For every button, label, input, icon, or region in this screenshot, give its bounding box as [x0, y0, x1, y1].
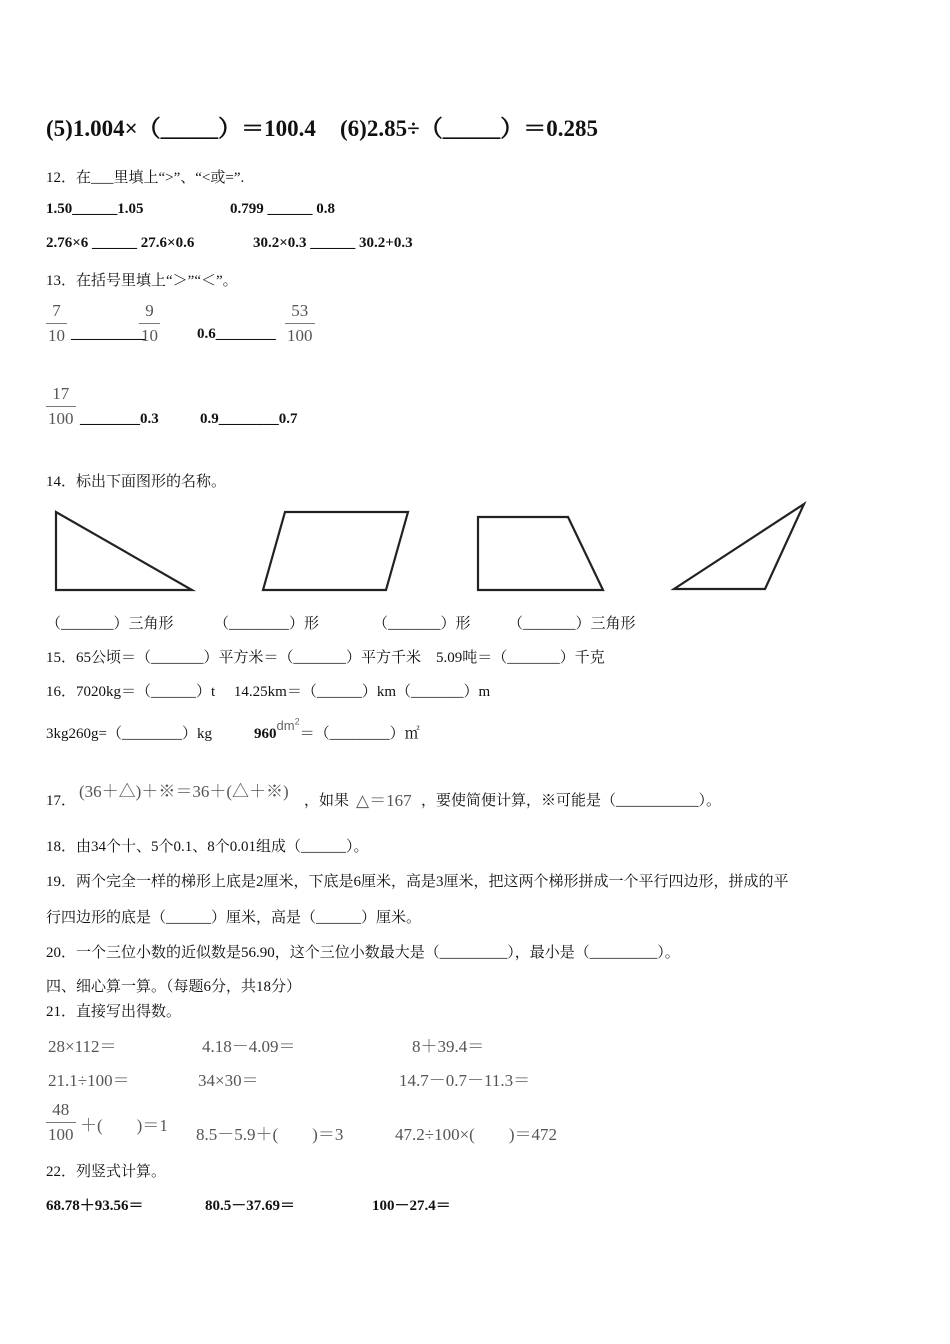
q12-title: 12．在___里填上“>”、“<或=”.	[46, 170, 245, 186]
q13-fraction-2	[139, 301, 160, 346]
q13-item-2: 0.6________	[197, 326, 276, 342]
q21-calc-2: 4.18－4.09＝	[202, 1037, 296, 1056]
q13-fraction-3	[285, 301, 315, 346]
q21-fraction	[46, 1100, 76, 1145]
unit-dm-squared	[277, 718, 300, 733]
q17-tail: ，要使简便计算，※可能是（___________）。	[421, 793, 722, 809]
q19-line-1: 19．两个完全一样的梯形上底是2厘米，下底是6厘米，高是3厘米，把这两个梯形拼成一个平行四边形，拼成的平	[46, 874, 789, 890]
q13-title: 13．在括号里填上“＞”“＜”。	[46, 273, 238, 289]
fraction-numerator: 9	[145, 301, 154, 320]
q16-value-960: 960	[254, 726, 277, 742]
fraction-numerator: 7	[52, 301, 61, 320]
fraction-numerator: 53	[291, 301, 309, 320]
fraction-denominator: 100	[48, 1125, 74, 1144]
q11-part6: (6)2.85÷（_____）＝0.285	[340, 116, 598, 141]
q17-mid: ，如果	[304, 793, 350, 809]
section-4-title: 四、细心算一算。（每题6分，共18分）	[46, 979, 302, 995]
parallelogram-shape	[255, 506, 415, 596]
q21-calc-7: ＋( )＝1	[80, 1116, 168, 1135]
fraction-bar	[46, 406, 76, 407]
unit-exponent: 2	[294, 716, 300, 727]
q14-label-2: （________）形	[214, 616, 320, 632]
right-triangle-shape	[48, 506, 198, 596]
q18-text: 18．由34个十、5个0.1、8个0.01组成（______）。	[46, 839, 369, 855]
q17-condition: △＝167	[356, 791, 412, 810]
q12-item-4: 30.2×0.3 ______ 30.2+0.3	[253, 235, 413, 251]
q16-line-2c: ＝（________）㎡	[299, 726, 420, 742]
trapezoid-shape	[470, 510, 610, 595]
q14-label-4: （_______）三角形	[508, 616, 636, 632]
q21-calc-6: 14.7－0.7－11.3＝	[399, 1071, 531, 1090]
q16-line-2b	[254, 716, 420, 743]
q17-formula: (36＋△)＋※＝36＋(△＋※)	[79, 782, 289, 801]
q17-number: 17．	[46, 793, 77, 809]
q22-item-2: 80.5－37.69＝	[205, 1198, 296, 1214]
q11-part5: (5)1.004×（_____）＝100.4	[46, 116, 316, 141]
fraction-bar	[139, 323, 160, 324]
q16-line-1: 16．7020kg＝（______）t 14.25km＝（______）km（_______）m	[46, 684, 491, 700]
q21-calc-8: 8.5－5.9＋( )＝3	[196, 1125, 344, 1144]
q21-calc-5: 34×30＝	[198, 1071, 259, 1090]
q21-calc-9: 47.2÷100×( )＝472	[395, 1125, 557, 1144]
fraction-numerator: 17	[52, 384, 70, 403]
fraction-denominator: 100	[48, 409, 74, 428]
q14-title: 14．标出下面图形的名称。	[46, 474, 227, 490]
unit-dm: dm	[276, 718, 295, 733]
q13-item-3: ________0.3	[80, 411, 159, 427]
q19-line-2: 行四边形的底是（______）厘米，高是（______）厘米。	[46, 910, 422, 926]
q21-calc-3: 8＋39.4＝	[412, 1037, 485, 1056]
q13-fraction-1	[46, 301, 67, 346]
q13-item-4: 0.9________0.7	[200, 411, 298, 427]
q21-calc-4: 21.1÷100＝	[48, 1071, 130, 1090]
q15-text: 15．65公顷＝（_______）平方米＝（_______）平方千米 5.09吨＝（_______）千克	[46, 650, 605, 666]
fraction-bar	[46, 1122, 76, 1123]
q21-title: 21．直接写出得数。	[46, 1004, 182, 1020]
fraction-denominator: 10	[48, 326, 65, 345]
q22-item-3: 100－27.4＝	[372, 1198, 451, 1214]
q12-item-1: 1.50______1.05	[46, 201, 144, 217]
q14-label-3: （_______）形	[373, 616, 471, 632]
obtuse-triangle-shape	[668, 498, 813, 596]
q16-line-2a: 3kg260g=（________）kg	[46, 726, 212, 742]
q20-text: 20．一个三位小数的近似数是56.90，这个三位小数最大是（_________），最小是（_________）。	[46, 945, 680, 961]
q13-fraction-4	[46, 384, 76, 429]
q14-label-1: （_______）三角形	[46, 616, 174, 632]
fraction-numerator: 48	[52, 1100, 70, 1119]
q21-calc-1: 28×112＝	[48, 1037, 117, 1056]
q12-item-2: 0.799 ______ 0.8	[230, 201, 335, 217]
fraction-bar	[46, 323, 67, 324]
fraction-denominator: 10	[141, 326, 158, 345]
q22-item-1: 68.78＋93.56＝	[46, 1198, 144, 1214]
q22-title: 22．列竖式计算。	[46, 1164, 167, 1180]
fraction-bar	[285, 323, 315, 324]
q13-blank-1: __________	[71, 326, 146, 342]
q12-item-3: 2.76×6 ______ 27.6×0.6	[46, 235, 195, 251]
fraction-denominator: 100	[287, 326, 313, 345]
